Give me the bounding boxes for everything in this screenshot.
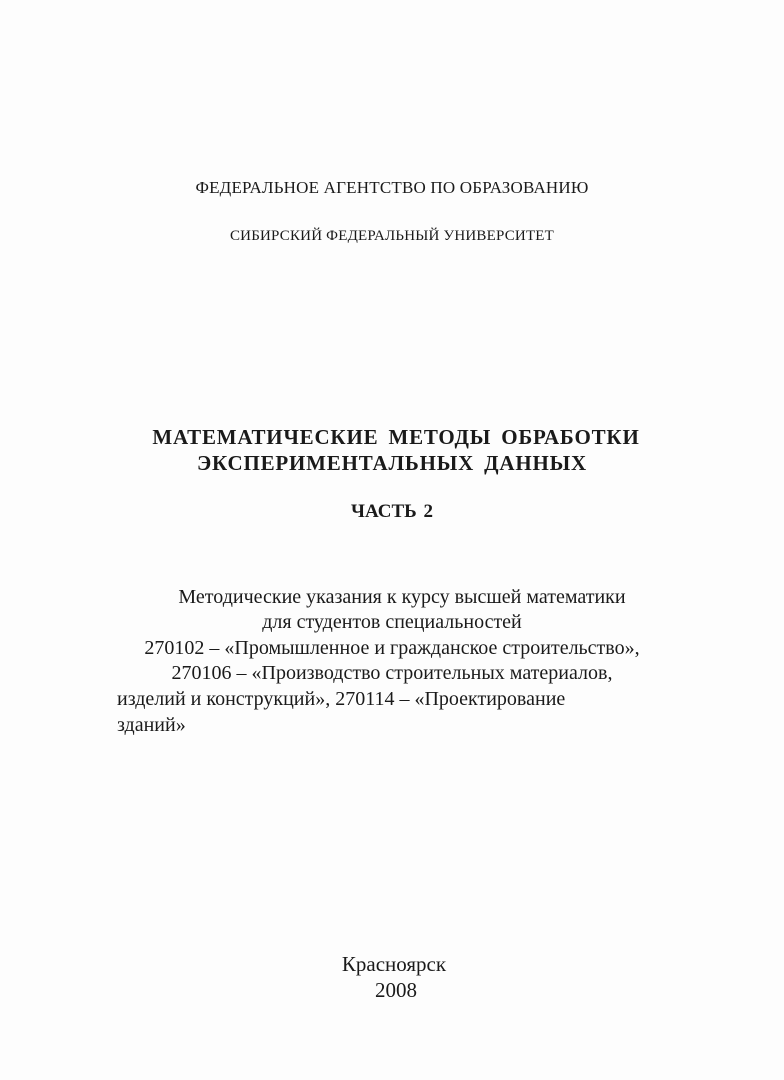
university-name: СИБИРСКИЙ ФЕДЕРАЛЬНЫЙ УНИВЕРСИТЕТ [229,228,555,244]
description-line: зданий» [117,714,186,736]
description-line: изделий и конструкций», 270114 – «Проектирование [117,688,566,710]
document-title-line-2: ЭКСПЕРИМЕНТАЛЬНЫХ ДАННЫХ [196,451,588,475]
description-line: 270102 – «Промышленное и гражданское строительство», [144,637,640,659]
description-line: для студентов специальностей [262,611,522,633]
publication-city: Красноярск [341,952,447,976]
document-title-line-1: МАТЕМАТИЧЕСКИЕ МЕТОДЫ ОБРАБОТКИ [152,425,640,449]
part-number: ЧАСТЬ 2 [351,501,433,522]
description-line: 270106 – «Производство строительных материалов, [171,662,613,684]
agency-name: ФЕДЕРАЛЬНОЕ АГЕНТСТВО ПО ОБРАЗОВАНИЮ [195,178,589,197]
publication-year: 2008 [375,978,417,1002]
description-line: Методические указания к курсу высшей математики [178,586,626,608]
